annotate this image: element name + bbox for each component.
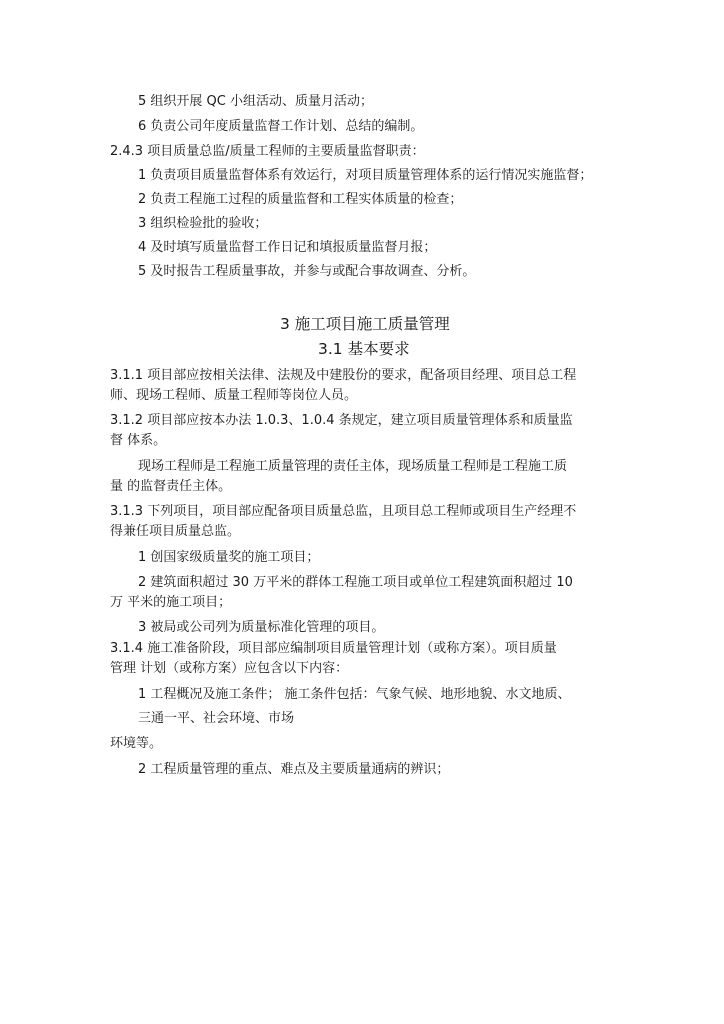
chapter-heading: 3 施工项目施工质量管理 [280, 315, 450, 333]
list-item-1: 1 工程概况及施工条件； 施工条件包括：气象气候、地形地貌、水文地质、 [138, 687, 571, 702]
list-item-1: 1 创国家级质量奖的施工项目； [138, 550, 320, 565]
list-item-4: 4 及时填写质量监督工作日记和填报质量监督月报； [138, 240, 437, 255]
clause-3-1-1: 3.1.1 项目部应按相关法律、法规及中建股份的要求，配备项目经理、项目总工程 [110, 368, 577, 383]
clause-3-1-2-cont: 督 体系。 [110, 433, 167, 448]
list-item-2: 2 工程质量管理的重点、难点及主要质量通病的辨识； [138, 762, 450, 777]
list-item-2: 2 负责工程施工过程的质量监督和工程实体质量的检查； [138, 192, 463, 207]
clause-3-1-4-cont: 管理 计划（或称方案）应包含以下内容： [110, 661, 349, 676]
list-item-2-cont: 万 平米的施工项目； [110, 595, 232, 610]
clause-2-4-3: 2.4.3 项目质量总监/质量工程师的主要质量监督职责： [110, 144, 425, 159]
clause-3-1-3: 3.1.3 下列项目，项目部应配备项目质量总监，且项目总工程师或项目生产经理不 [110, 504, 577, 519]
list-item-1-cont: 三通一平、社会环境、市场 [138, 711, 295, 726]
list-item-3: 3 组织检验批的验收； [138, 216, 268, 231]
clause-3-1-1-cont: 师、现场工程师、质量工程师等岗位人员。 [110, 388, 358, 403]
clause-3-1-2: 3.1.2 项目部应按本办法 1.0.3、1.0.4 条规定，建立项目质量管理体系和质量监 [110, 413, 573, 428]
section-heading: 3.1 基本要求 [318, 340, 410, 358]
list-item-5: 5 及时报告工程质量事故，并参与或配合事故调查、分析。 [138, 264, 476, 279]
list-item-1-cont-2: 环境等。 [110, 736, 163, 751]
duty-item-5: 5 组织开展 QC 小组活动、质量月活动； [138, 94, 373, 109]
list-item-3: 3 被局或公司列为质量标准化管理的项目。 [138, 620, 385, 635]
duty-item-6: 6 负责公司年度质量监督工作计划、总结的编制。 [138, 119, 424, 134]
list-item-1: 1 负责项目质量监督体系有效运行，对项目质量管理体系的运行情况实施监督； [138, 168, 593, 183]
clause-3-1-3-cont: 得兼任项目质量总监。 [110, 524, 241, 539]
clause-3-1-4: 3.1.4 施工准备阶段，项目部应编制项目质量管理计划（或称方案）。项目质量 [110, 641, 557, 656]
paragraph: 现场工程师是工程施工质量管理的责任主体，现场质量工程师是工程施工质 [138, 459, 568, 474]
list-item-2: 2 建筑面积超过 30 万平米的群体工程施工项目或单位工程建筑面积超过 10 [138, 575, 573, 590]
paragraph-cont: 量 的监督责任主体。 [110, 479, 232, 494]
